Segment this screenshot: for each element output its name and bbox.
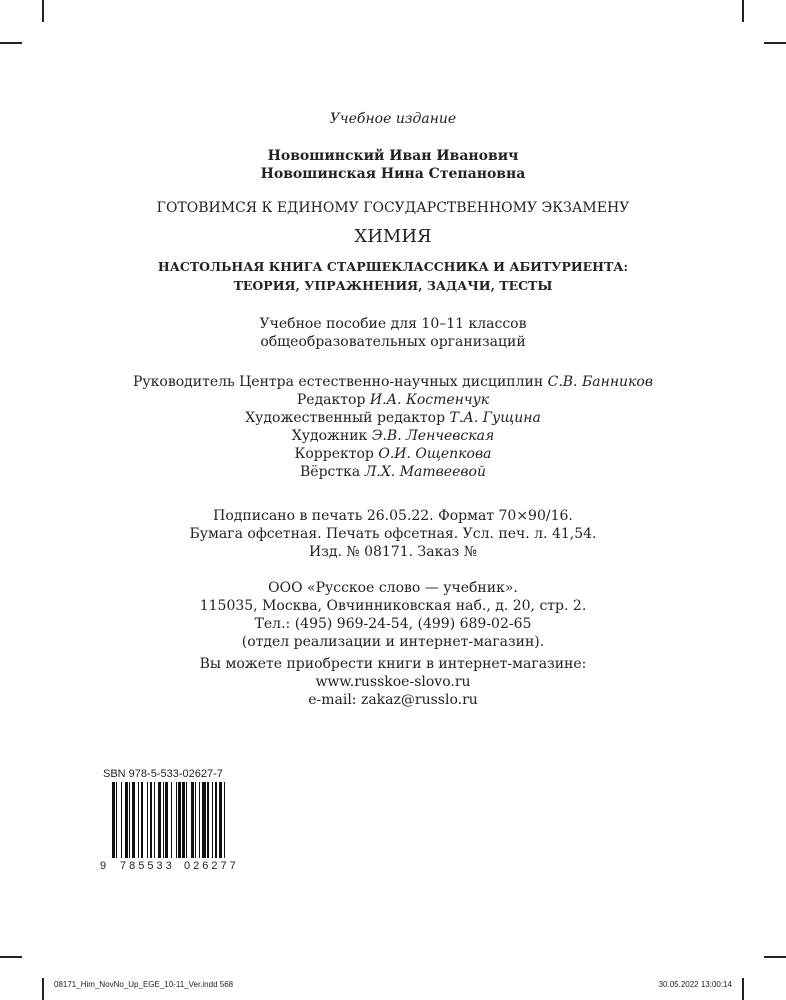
credit-role: Руководитель Центра естественно-научных дисциплин <box>133 374 544 390</box>
barcode-bar <box>182 782 185 858</box>
credit-line <box>0 464 786 480</box>
barcode-bar <box>147 782 148 858</box>
credit-line <box>0 374 786 390</box>
isbn-label: SBN 978-5-533-02627-7 <box>103 768 223 780</box>
book-title: ХИМИЯ <box>354 226 432 247</box>
barcode-bar <box>212 782 213 858</box>
credit-line <box>0 392 786 408</box>
credit-role: Вёрстка <box>300 464 361 480</box>
credit-role: Корректор <box>294 446 374 462</box>
credit-name: Л.Х. Матвеевой <box>364 464 486 480</box>
barcode-bar <box>199 782 200 858</box>
publisher-line: Тел.: (495) 969-24-54, (499) 689-02-65 <box>254 616 532 632</box>
print-info-line: Бумага офсетная. Печать офсетная. Усл. печ. л. 41,54. <box>189 526 597 542</box>
barcode-bar <box>121 782 122 858</box>
barcode-digit-group: 026277 <box>184 860 239 872</box>
barcode-bar <box>224 782 225 858</box>
purpose-line-1: Учебное пособие для 10–11 классов <box>259 316 527 332</box>
barcode-bar <box>125 782 128 858</box>
credit-name: О.И. Ощепкова <box>378 446 492 462</box>
barcode-bar <box>158 782 162 858</box>
footer-datetime: 30.05.2022 13:00:14 <box>658 980 732 989</box>
credit-line <box>0 428 786 444</box>
credit-role: Художник <box>291 428 368 444</box>
barcode-bar <box>219 782 223 858</box>
print-info-line: Подписано в печать 26.05.22. Формат 70×90/16. <box>213 508 573 524</box>
barcode-bar <box>215 782 218 858</box>
barcode-bar <box>150 782 153 858</box>
credit-name: И.А. Костенчук <box>369 392 490 408</box>
subtitle-line-1: НАСТОЛЬНАЯ КНИГА СТАРШЕКЛАССНИКА И АБИТУРИЕНТА: <box>157 259 629 274</box>
publisher-line: (отдел реализации и интернет-магазин). <box>241 634 545 650</box>
credit-role: Художественный редактор <box>245 410 446 426</box>
credit-name: Э.В. Ленчевская <box>371 428 495 444</box>
shop-url[interactable]: www.russkoe-slovo.ru <box>315 674 471 690</box>
isbn-barcode <box>112 782 250 858</box>
shop-email[interactable]: e-mail: zakaz@russlo.ru <box>308 692 478 708</box>
barcode-bar <box>129 782 130 858</box>
series-title: ГОТОВИМСЯ К ЕДИНОМУ ГОСУДАРСТВЕННОМУ ЭКЗАМЕНУ <box>156 200 630 216</box>
credit-name: Т.А. Гущина <box>449 410 541 426</box>
author-2: Новошинская Нина Степановна <box>260 166 526 182</box>
print-info-line: Изд. № 08171. Заказ № <box>309 544 477 560</box>
credit-line <box>0 410 786 426</box>
barcode-bar <box>154 782 155 858</box>
credit-name: С.В. Банников <box>547 374 653 390</box>
publisher-line: 115035, Москва, Овчинниковская наб., д. 20, стр. 2. <box>199 598 587 614</box>
barcode-bar <box>195 782 196 858</box>
shop-line: Вы можете приобрести книги в интернет-магазине: <box>199 656 587 672</box>
barcode-bar <box>171 782 172 858</box>
edition-type: Учебное издание <box>329 111 457 127</box>
subtitle-line-2: ТЕОРИЯ, УПРАЖНЕНИЯ, ЗАДАЧИ, ТЕСТЫ <box>233 278 553 293</box>
barcode-bar <box>176 782 177 858</box>
barcode-bar <box>112 782 115 858</box>
barcode-bar <box>202 782 206 858</box>
barcode-digit-first: 9 <box>100 860 107 872</box>
barcode-digit-group: 785533 <box>120 860 175 872</box>
barcode-bar <box>186 782 187 858</box>
credit-line <box>0 446 786 462</box>
barcode-bar <box>132 782 136 858</box>
barcode-bar <box>191 782 194 858</box>
author-1: Новошинский Иван Иванович <box>267 148 519 164</box>
barcode-bar <box>163 782 164 858</box>
publisher-line: ООО «Русское слово — учебник». <box>268 580 518 596</box>
barcode-bar <box>165 782 168 858</box>
barcode-bar <box>141 782 144 858</box>
purpose-line-2: общеобразовательных организаций <box>260 334 526 350</box>
barcode-bar <box>116 782 117 858</box>
barcode-bar <box>178 782 181 858</box>
credit-role: Редактор <box>296 392 366 408</box>
barcode-bar <box>207 782 210 858</box>
footer-file-info: 08171_Him_NovNo_Up_EGE_10-11_Ver.indd 568 <box>54 980 234 989</box>
barcode-bar <box>138 782 139 858</box>
